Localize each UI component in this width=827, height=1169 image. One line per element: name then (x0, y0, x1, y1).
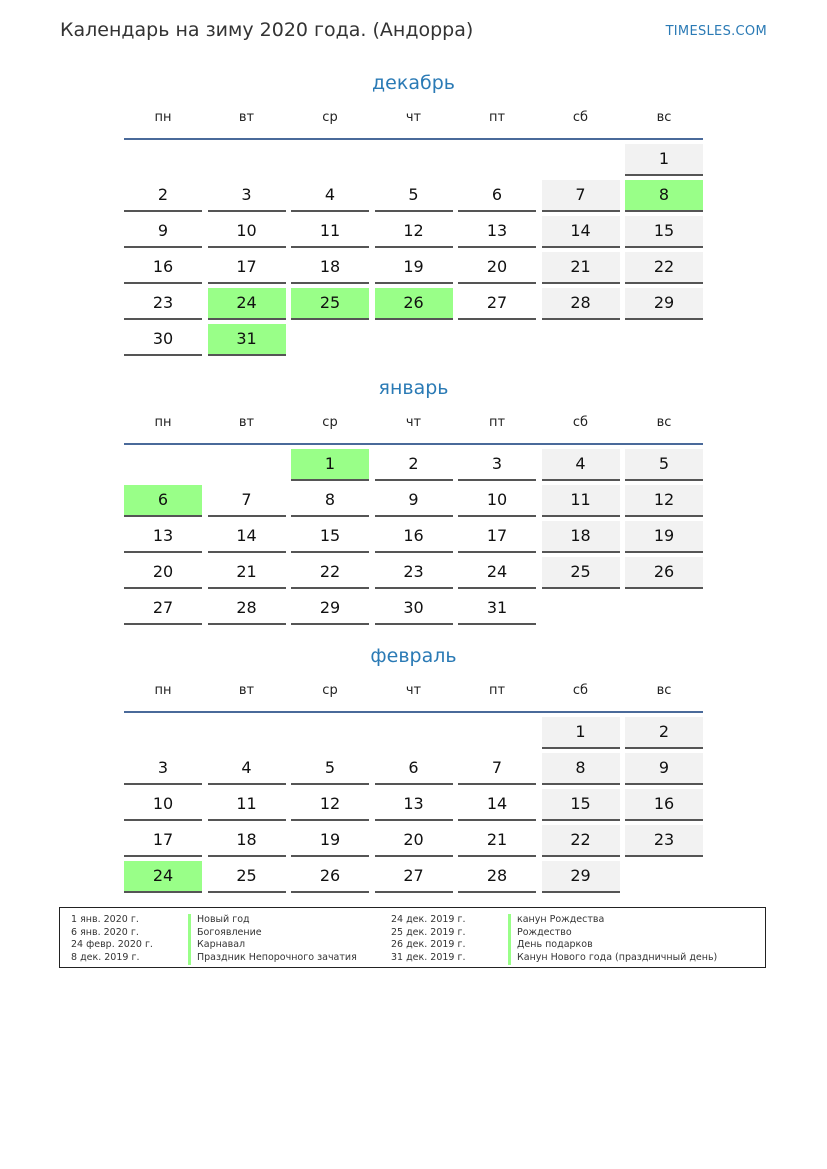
day-cell: 29 (291, 593, 369, 625)
day-cell: 25 (291, 288, 369, 320)
day-grid (124, 449, 703, 625)
day-cell: 17 (124, 825, 202, 857)
legend-date: 24 февр. 2020 г. (71, 939, 153, 951)
day-cell: 15 (291, 521, 369, 553)
day-cell: 3 (124, 753, 202, 785)
empty-cell (291, 717, 369, 749)
day-cell: 15 (542, 789, 620, 821)
legend-holiday-name: Богоявление (188, 927, 357, 940)
day-cell: 14 (542, 216, 620, 248)
day-cell: 6 (458, 180, 536, 212)
legend-holiday-name: канун Рождества (508, 914, 717, 927)
weekday-label: чт (405, 110, 422, 125)
empty-cell (458, 144, 536, 176)
day-cell: 12 (291, 789, 369, 821)
holiday-legend (59, 907, 766, 968)
weekday-label: вт (238, 415, 255, 430)
day-cell: 21 (458, 825, 536, 857)
day-cell: 5 (375, 180, 453, 212)
empty-cell (542, 144, 620, 176)
day-cell: 23 (625, 825, 703, 857)
month-block (124, 641, 703, 893)
legend-holiday-name: День подарков (508, 939, 717, 952)
weekday-label: пт (488, 415, 506, 430)
day-cell: 17 (458, 521, 536, 553)
day-cell: 6 (124, 485, 202, 517)
empty-cell (375, 717, 453, 749)
weekday-label: вс (656, 110, 672, 125)
day-cell: 11 (291, 216, 369, 248)
header-separator (124, 443, 703, 445)
day-cell: 7 (208, 485, 286, 517)
day-cell: 31 (208, 324, 286, 356)
site-link[interactable]: TIMESLES.COM (665, 24, 767, 39)
empty-cell (291, 144, 369, 176)
weekday-label: ср (322, 415, 338, 430)
legend-names-left (188, 914, 357, 965)
day-cell: 22 (291, 557, 369, 589)
legend-holiday-name: Новый год (188, 914, 357, 927)
weekday-label: вт (238, 683, 255, 698)
day-cell: 26 (625, 557, 703, 589)
empty-cell (124, 144, 202, 176)
day-cell: 10 (208, 216, 286, 248)
weekday-label: ср (322, 683, 338, 698)
weekday-label: пн (154, 683, 172, 698)
day-cell: 26 (375, 288, 453, 320)
legend-date: 8 дек. 2019 г. (71, 952, 140, 964)
day-cell: 25 (542, 557, 620, 589)
day-cell: 9 (625, 753, 703, 785)
day-cell: 7 (542, 180, 620, 212)
day-cell: 9 (375, 485, 453, 517)
month-block (124, 373, 703, 625)
day-cell: 12 (625, 485, 703, 517)
day-cell: 19 (375, 252, 453, 284)
weekday-label: пт (488, 110, 506, 125)
weekday-label: вт (238, 110, 255, 125)
empty-cell (124, 717, 202, 749)
month-block (124, 68, 703, 356)
day-cell: 13 (124, 521, 202, 553)
day-cell: 26 (291, 861, 369, 893)
day-cell: 28 (208, 593, 286, 625)
legend-names-right (508, 914, 717, 965)
day-cell: 2 (625, 717, 703, 749)
day-grid (124, 717, 703, 893)
weekday-header-row (124, 108, 703, 138)
day-cell: 29 (625, 288, 703, 320)
day-cell: 24 (458, 557, 536, 589)
day-cell: 9 (124, 216, 202, 248)
empty-cell (458, 717, 536, 749)
weekday-label: пн (154, 110, 172, 125)
day-cell: 6 (375, 753, 453, 785)
weekday-header-row (124, 681, 703, 711)
day-cell: 19 (291, 825, 369, 857)
day-cell: 28 (542, 288, 620, 320)
day-cell: 8 (625, 180, 703, 212)
weekday-label: вс (656, 415, 672, 430)
day-cell: 4 (208, 753, 286, 785)
empty-cell (375, 144, 453, 176)
day-cell: 20 (375, 825, 453, 857)
day-cell: 10 (458, 485, 536, 517)
day-cell: 20 (458, 252, 536, 284)
legend-holiday-name: Канун Нового года (праздничный день) (508, 952, 717, 965)
legend-holiday-name: Карнавал (188, 939, 357, 952)
empty-cell (208, 717, 286, 749)
day-cell: 29 (542, 861, 620, 893)
month-name: январь (378, 377, 449, 399)
weekday-label: сб (572, 110, 589, 125)
weekday-label: сб (572, 415, 589, 430)
month-name: декабрь (372, 72, 455, 94)
legend-dates-left (71, 914, 153, 965)
day-cell: 3 (208, 180, 286, 212)
day-cell: 30 (375, 593, 453, 625)
day-cell: 8 (291, 485, 369, 517)
day-cell: 22 (625, 252, 703, 284)
day-cell: 11 (542, 485, 620, 517)
day-cell: 14 (458, 789, 536, 821)
legend-date: 24 дек. 2019 г. (391, 914, 466, 925)
weekday-header-row (124, 413, 703, 443)
day-cell: 27 (124, 593, 202, 625)
page-title: Календарь на зиму 2020 года. (Андорра) (60, 19, 474, 41)
day-cell: 1 (542, 717, 620, 749)
day-cell: 12 (375, 216, 453, 248)
day-cell: 2 (124, 180, 202, 212)
day-cell: 10 (124, 789, 202, 821)
day-cell: 13 (375, 789, 453, 821)
day-cell: 2 (375, 449, 453, 481)
day-cell: 16 (625, 789, 703, 821)
day-cell: 15 (625, 216, 703, 248)
legend-holiday-name: Рождество (508, 927, 717, 940)
day-cell: 18 (208, 825, 286, 857)
day-cell: 20 (124, 557, 202, 589)
empty-cell (124, 449, 202, 481)
weekday-label: вс (656, 683, 672, 698)
day-cell: 4 (542, 449, 620, 481)
day-cell: 28 (458, 861, 536, 893)
day-cell: 27 (375, 861, 453, 893)
day-cell: 21 (208, 557, 286, 589)
day-cell: 13 (458, 216, 536, 248)
day-cell: 8 (542, 753, 620, 785)
day-cell: 21 (542, 252, 620, 284)
weekday-label: чт (405, 683, 422, 698)
day-cell: 24 (208, 288, 286, 320)
weekday-label: чт (405, 415, 422, 430)
day-cell: 18 (291, 252, 369, 284)
header-separator (124, 138, 703, 140)
empty-cell (208, 449, 286, 481)
empty-cell (208, 144, 286, 176)
weekday-label: пт (488, 683, 506, 698)
legend-date: 1 янв. 2020 г. (71, 914, 139, 925)
day-cell: 25 (208, 861, 286, 893)
day-cell: 5 (625, 449, 703, 481)
day-cell: 4 (291, 180, 369, 212)
weekday-label: ср (322, 110, 338, 125)
day-grid (124, 144, 703, 356)
day-cell: 23 (124, 288, 202, 320)
day-cell: 16 (375, 521, 453, 553)
legend-date: 31 дек. 2019 г. (391, 952, 466, 964)
day-cell: 1 (291, 449, 369, 481)
day-cell: 14 (208, 521, 286, 553)
day-cell: 7 (458, 753, 536, 785)
day-cell: 5 (291, 753, 369, 785)
legend-date: 26 дек. 2019 г. (391, 939, 466, 951)
day-cell: 30 (124, 324, 202, 356)
day-cell: 31 (458, 593, 536, 625)
day-cell: 23 (375, 557, 453, 589)
day-cell: 19 (625, 521, 703, 553)
month-name: февраль (370, 645, 457, 667)
legend-date: 6 янв. 2020 г. (71, 926, 139, 938)
day-cell: 1 (625, 144, 703, 176)
legend-holiday-name: Праздник Непорочного зачатия (188, 952, 357, 965)
day-cell: 17 (208, 252, 286, 284)
header-separator (124, 711, 703, 713)
day-cell: 27 (458, 288, 536, 320)
legend-date: 25 дек. 2019 г. (391, 926, 466, 938)
day-cell: 22 (542, 825, 620, 857)
weekday-label: пн (154, 415, 172, 430)
legend-dates-right (391, 914, 466, 965)
day-cell: 16 (124, 252, 202, 284)
day-cell: 18 (542, 521, 620, 553)
day-cell: 11 (208, 789, 286, 821)
day-cell: 24 (124, 861, 202, 893)
weekday-label: сб (572, 683, 589, 698)
day-cell: 3 (458, 449, 536, 481)
